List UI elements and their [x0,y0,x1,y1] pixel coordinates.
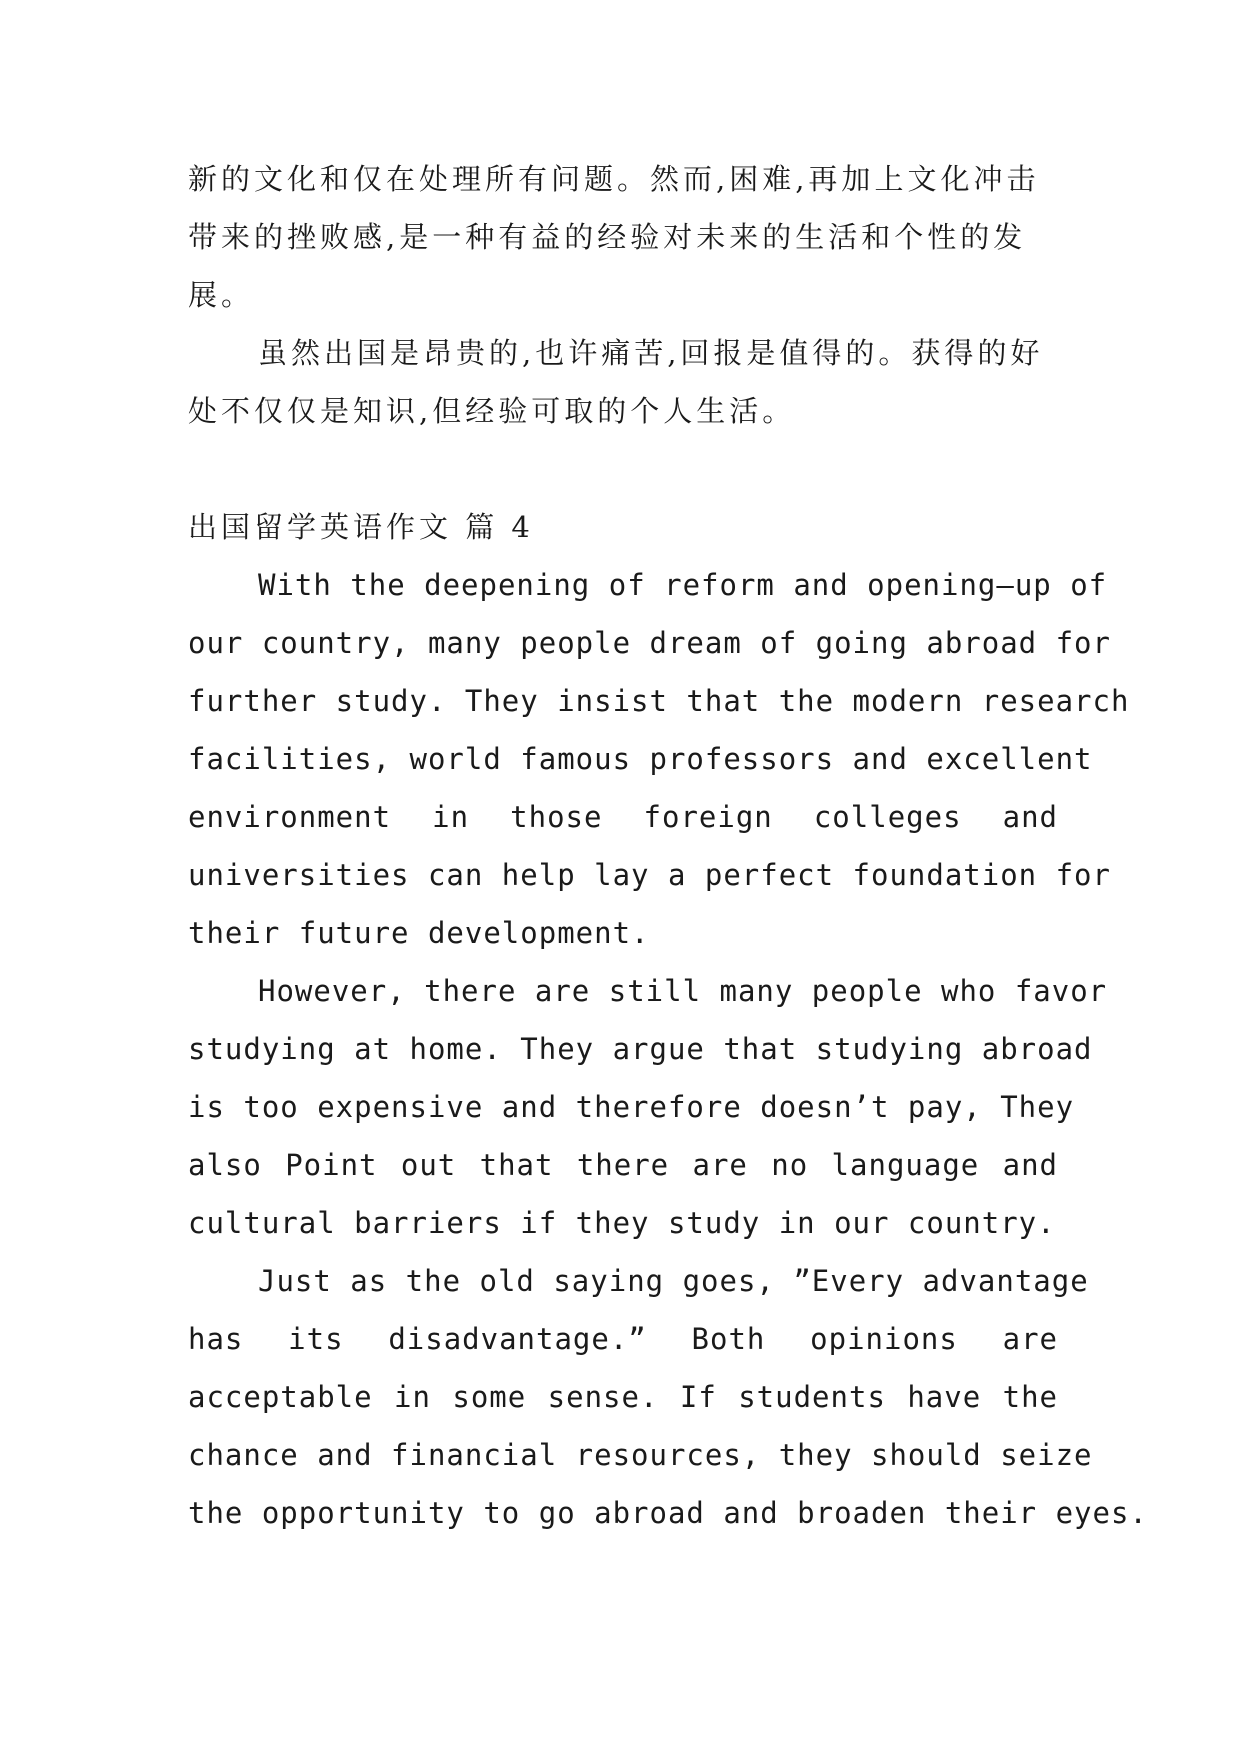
text-line: the opportunity to go abroad and broaden their eyes. [188,1496,1148,1530]
text-line: 带来的挫败感,是一种有益的经验对未来的生活和个性的发 [188,220,1027,254]
text-line: our country, many people dream of going abroad for [188,626,1111,660]
text-line: facilities, world famous professors and excellent [188,742,1093,776]
section-heading: 出国留学英语作文 篇 4 [188,510,534,544]
text-line: also Point out that there are no language and [188,1148,1058,1182]
paragraph-study-at-home [188,962,1108,1252]
text-line: 新的文化和仅在处理所有问题。然而,困难,再加上文化冲击 [188,162,1040,196]
text-line: Just as the old saying goes, ”Every advantage [258,1264,1089,1298]
text-line: chance and financial resources, they should seize [188,1438,1093,1472]
paragraph-cultural-experience [188,150,1058,324]
text-line: 虽然出国是昂贵的,也许痛苦,回报是值得的。获得的好 [258,336,1044,370]
paragraph-study-abroad-dream [188,556,1130,962]
text-line: However, there are still many people who favor [258,974,1108,1008]
text-line: environment in those foreign colleges and [188,800,1058,834]
text-line: cultural barriers if they study in our country. [188,1206,1056,1240]
text-line: 展。 [188,278,255,312]
text-line: is too expensive and therefore doesn’t pay, They [188,1090,1075,1124]
text-line: universities can help lay a perfect foundation for [188,858,1111,892]
text-line: studying at home. They argue that studying abroad [188,1032,1093,1066]
text-line: their future development. [188,916,650,950]
document-page [188,150,1148,1542]
text-line: With the deepening of reform and opening—up of [258,568,1108,602]
paragraph-reward [188,324,1058,440]
text-line: has its disadvantage.” Both opinions are [188,1322,1058,1356]
text-line: acceptable in some sense. If students have the [188,1380,1058,1414]
paragraph-conclusion [188,1252,1148,1542]
text-line: 处不仅仅是知识,但经验可取的个人生活。 [188,394,796,428]
section-spacer [188,440,1058,498]
text-line: further study. They insist that the modern research [188,684,1130,718]
